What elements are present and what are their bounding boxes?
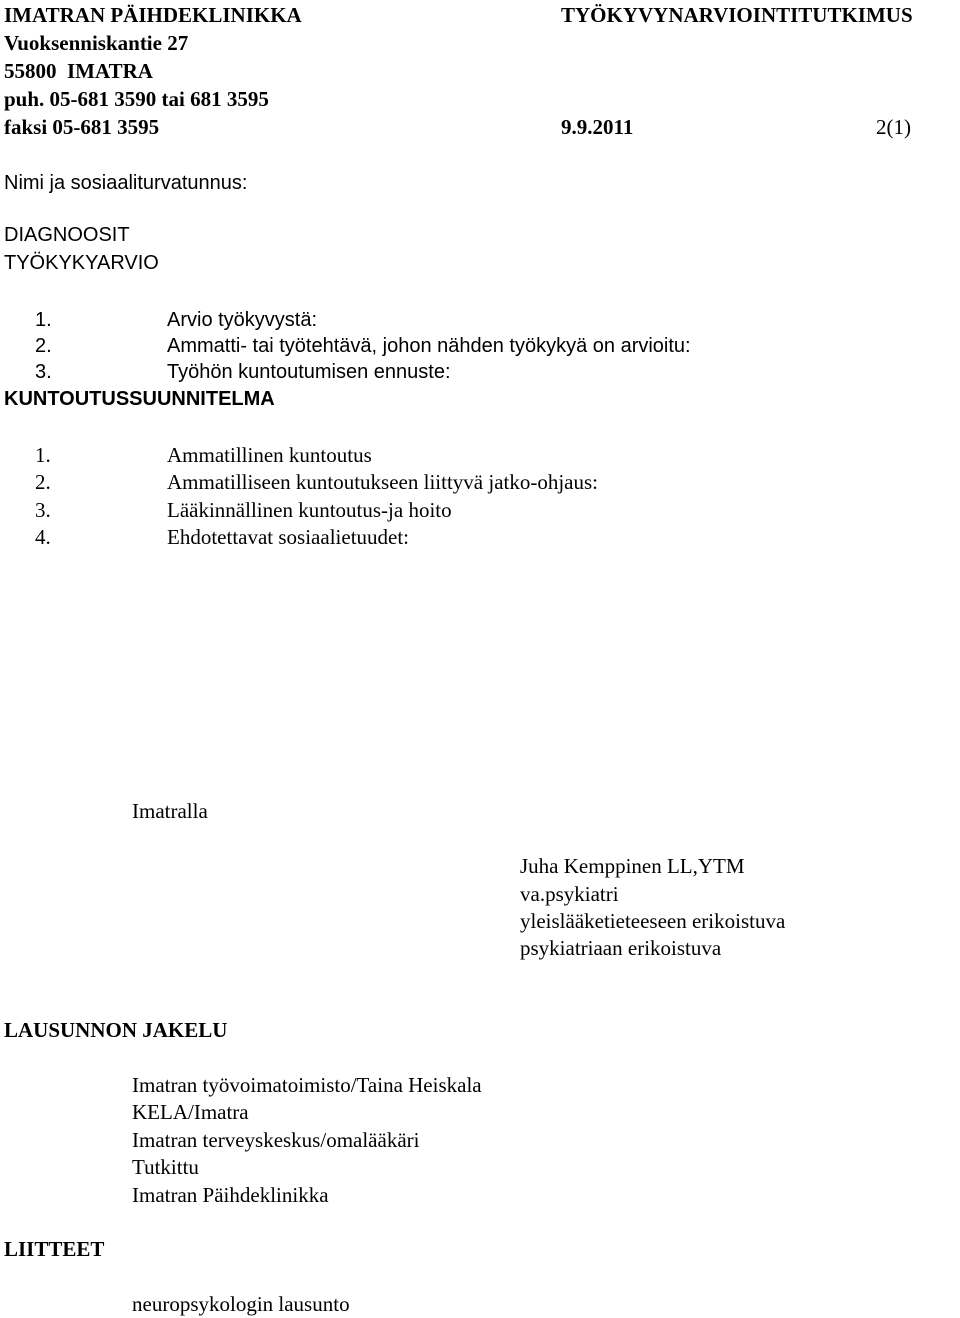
list-number: 2. bbox=[35, 470, 51, 494]
signer-name: Juha Kemppinen LL,YTM bbox=[520, 854, 745, 878]
list-item: neuropsykologin lausunto bbox=[132, 1292, 350, 1316]
list-item: Imatran työvoimatoimisto/Taina Heiskala bbox=[132, 1073, 482, 1097]
list-item: Imatran terveyskeskus/omalääkäri bbox=[132, 1128, 420, 1152]
work-ability-heading: TYÖKYKYARVIO bbox=[4, 252, 159, 274]
place: Imatralla bbox=[132, 799, 208, 823]
address-street: Vuoksenniskantie 27 bbox=[4, 31, 189, 55]
signer-title: va.psykiatri bbox=[520, 882, 619, 906]
signer-title: yleislääketieteeseen erikoistuva bbox=[520, 909, 786, 933]
list-item: Ammatillinen kuntoutus bbox=[167, 443, 372, 467]
clinic-name: IMATRAN PÄIHDEKLINIKKA bbox=[4, 3, 302, 27]
diagnoses-heading: DIAGNOOSIT bbox=[4, 224, 130, 246]
list-item: Tutkittu bbox=[132, 1155, 199, 1179]
document-date: 9.9.2011 bbox=[561, 115, 634, 139]
list-number: 1. bbox=[35, 443, 51, 467]
list-item: KELA/Imatra bbox=[132, 1100, 249, 1124]
distribution-heading: LAUSUNNON JAKELU bbox=[4, 1018, 228, 1042]
list-item: Arvio työkyvystä: bbox=[167, 309, 318, 331]
phone: puh. 05-681 3590 tai 681 3595 bbox=[4, 87, 269, 111]
list-item: Ammatilliseen kuntoutukseen liittyvä jatko-ohjaus: bbox=[167, 470, 599, 494]
list-number: 3. bbox=[35, 361, 52, 383]
list-number: 2. bbox=[35, 335, 52, 357]
fax: faksi 05-681 3595 bbox=[4, 115, 160, 139]
page-number: 2(1) bbox=[876, 115, 911, 139]
signer-title: psykiatriaan erikoistuva bbox=[520, 936, 722, 960]
list-item: Ehdotettavat sosiaalietuudet: bbox=[167, 525, 410, 549]
list-number: 3. bbox=[35, 498, 51, 522]
list-number: 1. bbox=[35, 309, 52, 331]
list-item: Imatran Päihdeklinikka bbox=[132, 1183, 329, 1207]
attachments-heading: LIITTEET bbox=[4, 1237, 105, 1261]
patient-label: Nimi ja sosiaaliturvatunnus: bbox=[4, 172, 248, 194]
document-type: TYÖKYVYNARVIOINTITUTKIMUS bbox=[561, 3, 913, 27]
address-city: 55800 IMATRA bbox=[4, 59, 153, 83]
rehab-heading: KUNTOUTUSSUUNNITELMA bbox=[4, 388, 275, 410]
list-number: 4. bbox=[35, 525, 51, 549]
list-item: Ammatti- tai työtehtävä, johon nähden työkykyä on arvioitu: bbox=[167, 335, 691, 357]
list-item: Lääkinnällinen kuntoutus-ja hoito bbox=[167, 498, 452, 522]
list-item: Työhön kuntoutumisen ennuste: bbox=[167, 361, 451, 383]
